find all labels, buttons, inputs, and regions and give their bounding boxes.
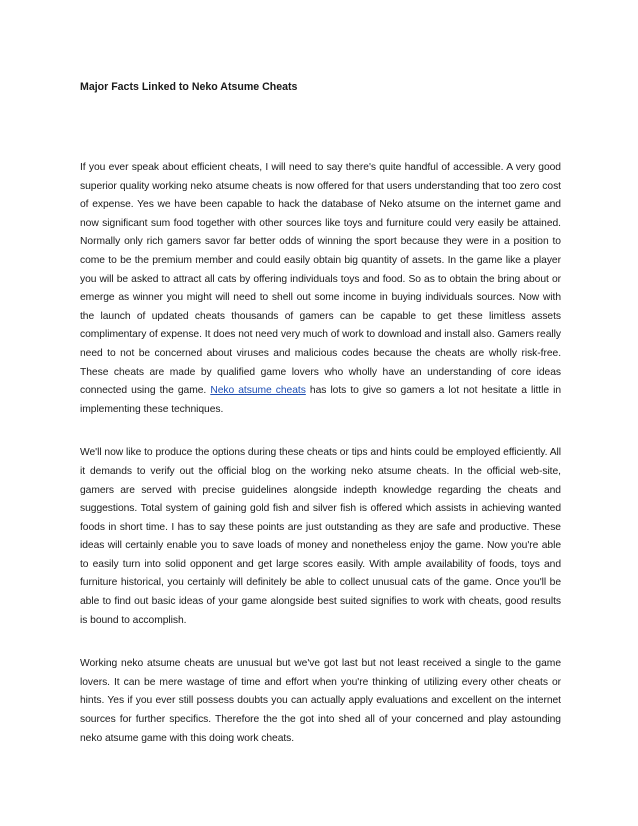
- document-body: [80, 159, 561, 773]
- paragraph-3: Working neko atsume cheats are unusual but we've got last but not least received a single to the game lovers. It can be mere wastage of time and effort when you're thinking of utilizing every other cheats or hints. Yes if you ever still possess doubts you can actually apply evaluations and excellent on the internet sources for further specifics. Therefore the the got into shed all of your concerned and play astounding neko atsume game with this doing work cheats.: [80, 658, 561, 744]
- document-title: Major Facts Linked to Neko Atsume Cheats: [80, 81, 298, 93]
- paragraph-1: [80, 159, 561, 419]
- neko-atsume-cheats-link[interactable]: Neko atsume cheats: [210, 385, 306, 397]
- paragraph-1-text-after-link: has lots to give so gamers a lot not hesitate a little in implementing these techniques.: [80, 385, 562, 415]
- paragraph-2: We'll now like to produce the options during these cheats or tips and hints could be employed efficiently. All it demands to verify out the official blog on the working neko atsume cheats. In the official web-site, gamers are served with precise guidelines alongside indepth knowledge regarding the cheats and suggestions. Total system of gaining gold fish and silver fish is offered which assists in achieving wanted foods in short time. I has to say these points are just outstanding as they are safe and productive. These ideas will certainly enable you to save loads of money and nonetheless enjoy the game. Now you're able to easily turn into solid opponent and get large scores easily. With ample availability of foods, toys and furniture historical, you certainly will definitely be able to collect unusual cats of the game. Once you'll be able to find out basic ideas of your game alongside best suited signifies to work with cheats, good results is bound to accomplish.: [80, 447, 561, 626]
- paragraph-1-text-before-link: If you ever speak about efficient cheats, I will need to say there's quite handful of accessible. A very good superior quality working neko atsume cheats is now offered for that users understanding that too zero cost of expense. Yes we have been capable to hack the database of Neko atsume on the internet game and now significant sum food together with other sources like toys and furniture could very easily be attained. Normally only rich gamers savor far better odds of winning the sport because they were in a position to come to be the premium member and could easily obtain big quantity of assets. In the game like a player you will be asked to attract all cats by offering individuals toys and food. So as to obtain the bring about or emerge as winner you might will need to shell out some income in buying individuals sources. Now with the launch of updated cheats thousands of gamers can be capable to get these limitless assets complimentary of expense. It does not need very much of work to download and install also. Gamers really need to not be concerned about viruses and malicious codes because the cheats are wholly risk-free. These cheats are made by qualified game lovers who wholly have an understanding of core ideas connected using the game.: [80, 162, 561, 397]
